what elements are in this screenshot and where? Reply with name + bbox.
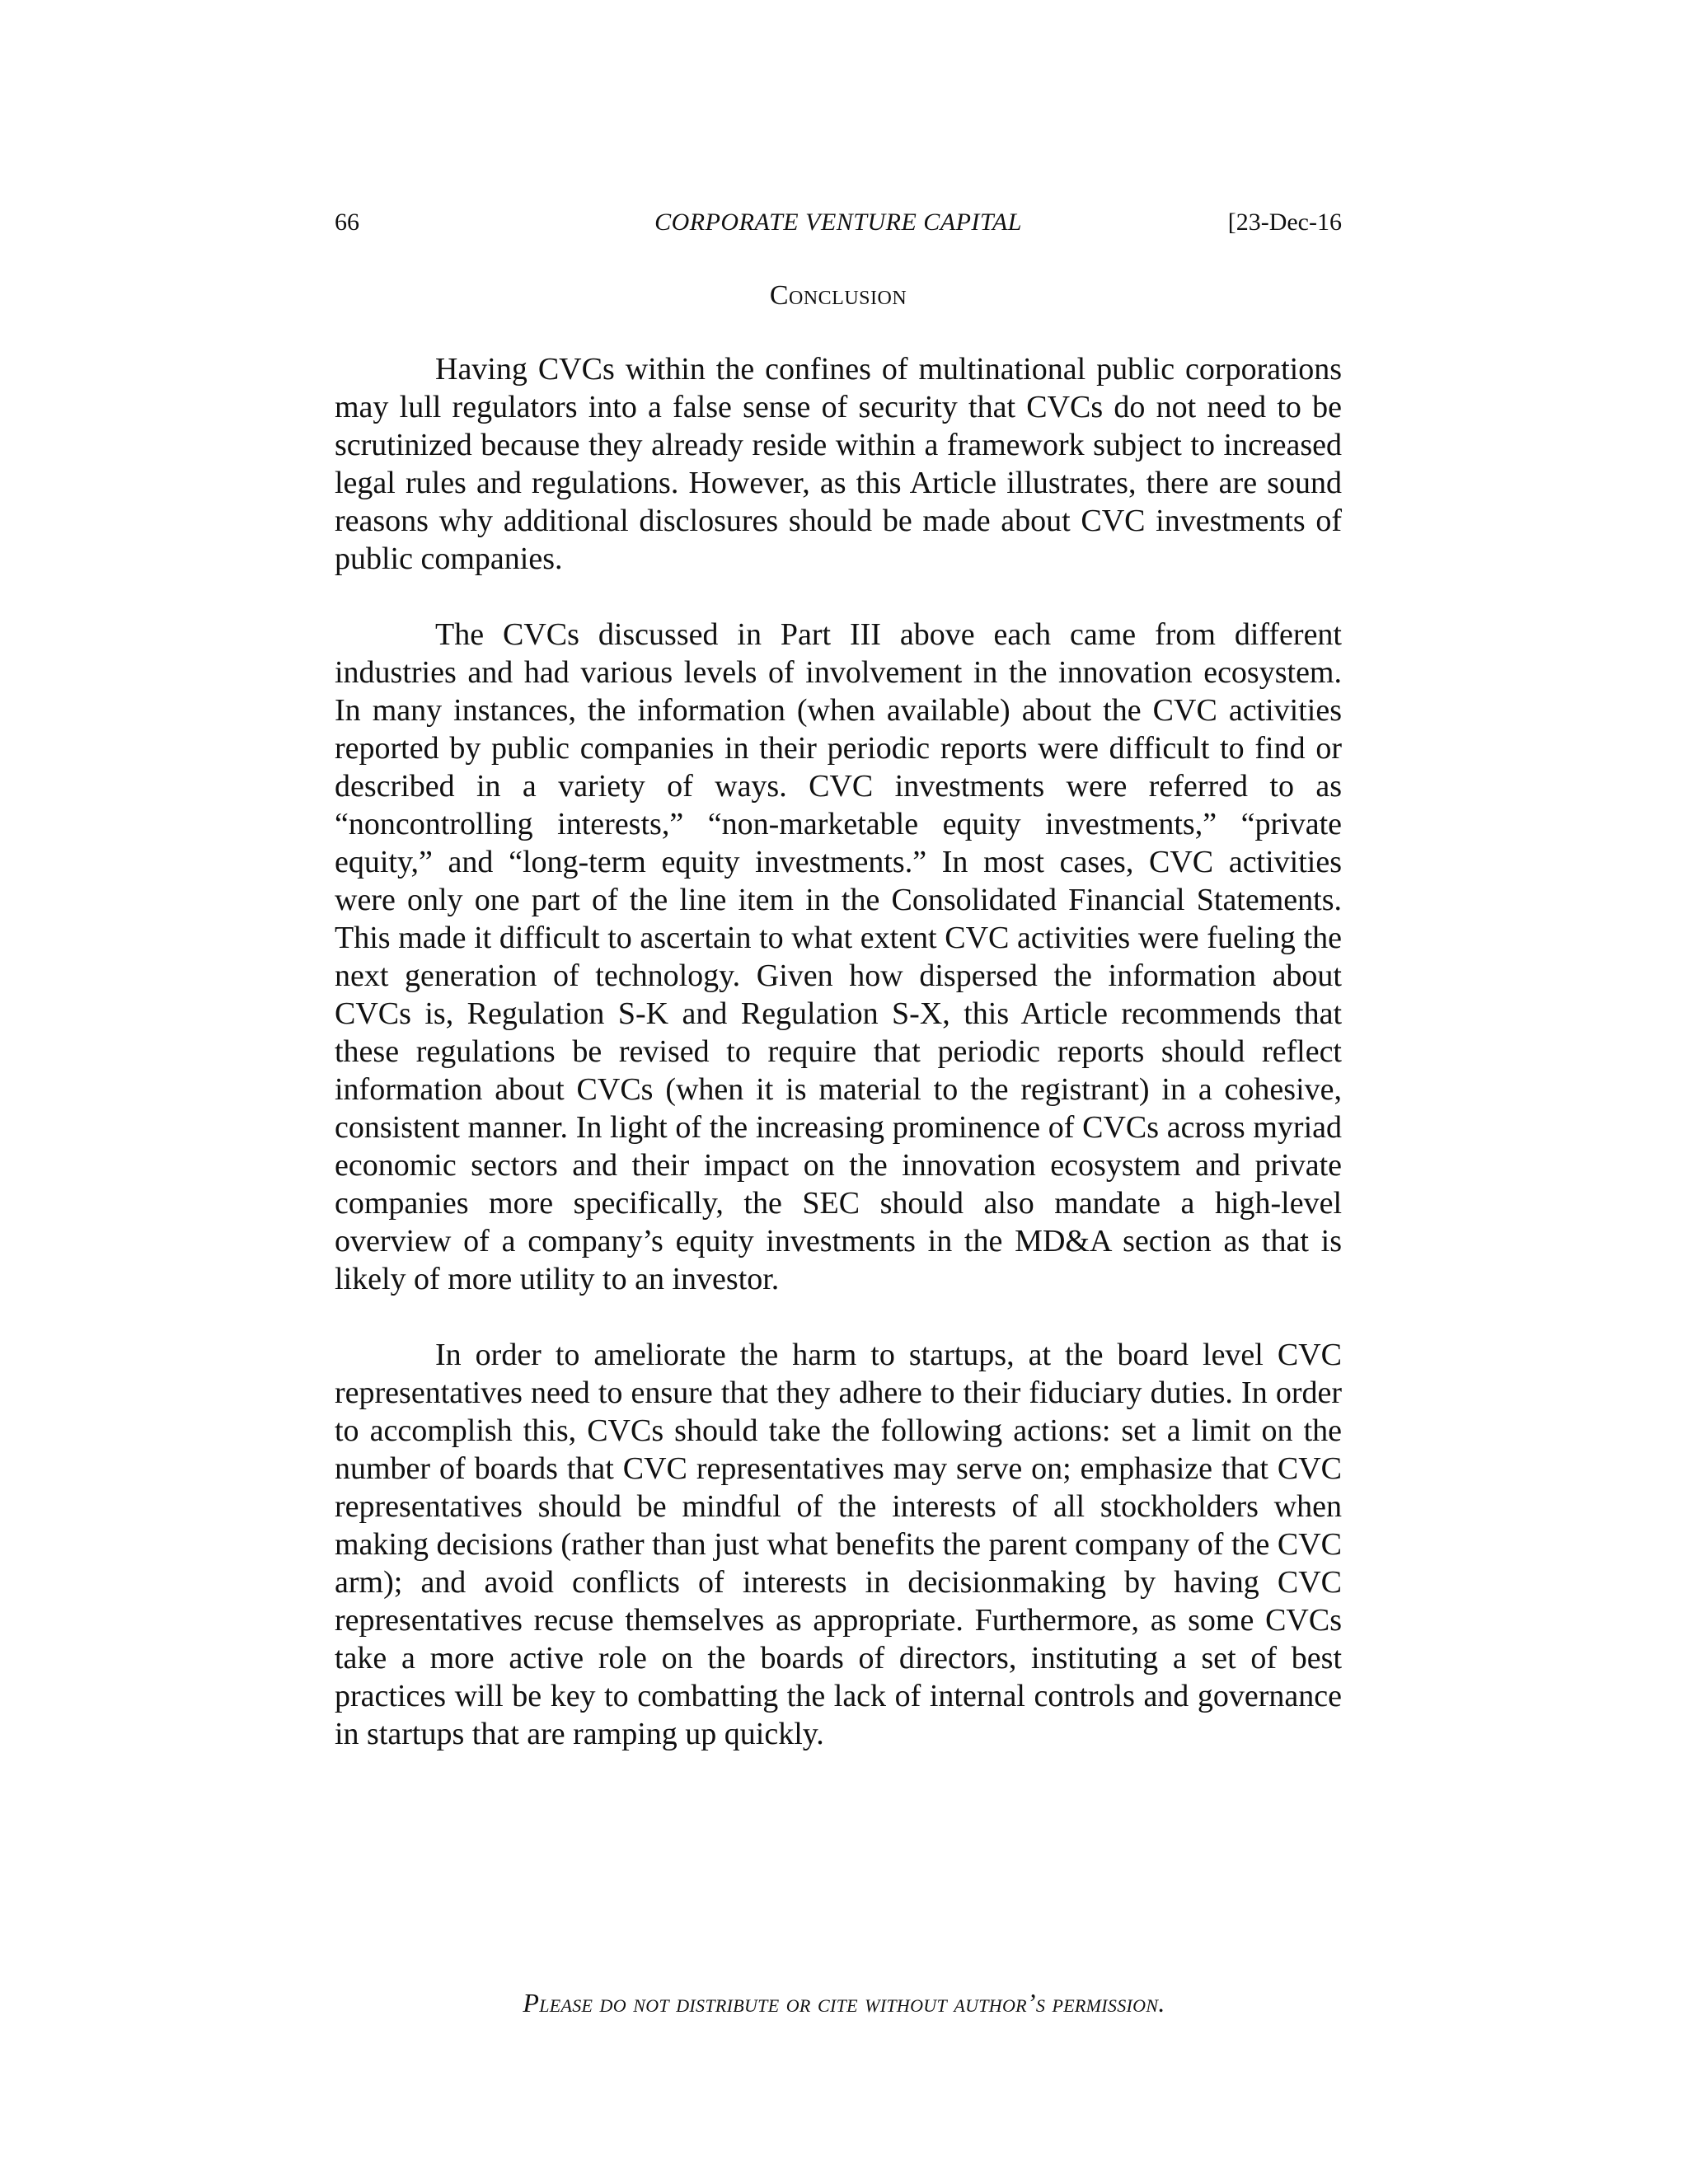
paragraph: Having CVCs within the confines of multinational public corporations may lull regulators into a false sense of security that CVCs do not need to be scrutinized because they already reside within a framework subject to increased legal rules and regulations. However, as this Article illustrates, there are sound reasons why additional disclosures should be made about CVC investments of public companies. [335,352,1342,576]
section-heading: Conclusion [769,280,907,311]
journal-title: CORPORATE VENTURE CAPITAL [654,209,1022,236]
paragraph: The CVCs discussed in Part III above each came from different industries and had various levels of involvement in the innovation ecosystem. In many instances, the information (when available) about the CVC activities reported by public companies in their periodic reports were difficult to find or described in a variety of ways. CVC investments were referred to as “noncontrolling interests,” “non-marketable equity investments,” “private equity,” and “long-term equity investments.” In most cases, CVC activities were only one part of the line item in the Consolidated Financial Statements. This made it difficult to ascertain to what extent CVC activities were fueling the next generation of technology. Given how dispersed the information about CVCs is, Regulation S-K and Regulation S-X, this Article recommends that these regulations be revised to require that periodic reports should reflect information about CVCs (when it is material to the registrant) in a cohesive, consistent manner. In light of the increasing prominence of CVCs across myriad economic sectors and their impact on the innovation ecosystem and private companies more specifically, the SEC should also mandate a high-level overview of a company’s equity investments in the MD&A section as that is likely of more utility to an investor. [335,617,1342,1296]
running-header [335,204,1342,241]
body-text [335,350,1342,1791]
draft-date: [23-Dec-16 [1227,209,1342,236]
page-number: 66 [335,209,359,236]
paragraph: In order to ameliorate the harm to startups, at the board level CVC representatives need to ensure that they adhere to their fiduciary duties. In order to accomplish this, CVCs should take the following actions: set a limit on the number of boards that CVC representatives may serve on; emphasize that CVC representatives should be mindful of the interests of all stockholders when making decisions (rather than just what benefits the parent company of the CVC arm); and avoid conflicts of interests in decisionmaking by having CVC representatives recuse themselves as appropriate. Furthermore, as some CVCs take a more active role on the boards of directors, instituting a set of best practices will be key to combatting the lack of internal controls and governance in startups that are ramping up quickly. [335,1338,1343,1751]
footer-notice: Please do not distribute or cite without author’s permission. [523,1988,1165,2018]
